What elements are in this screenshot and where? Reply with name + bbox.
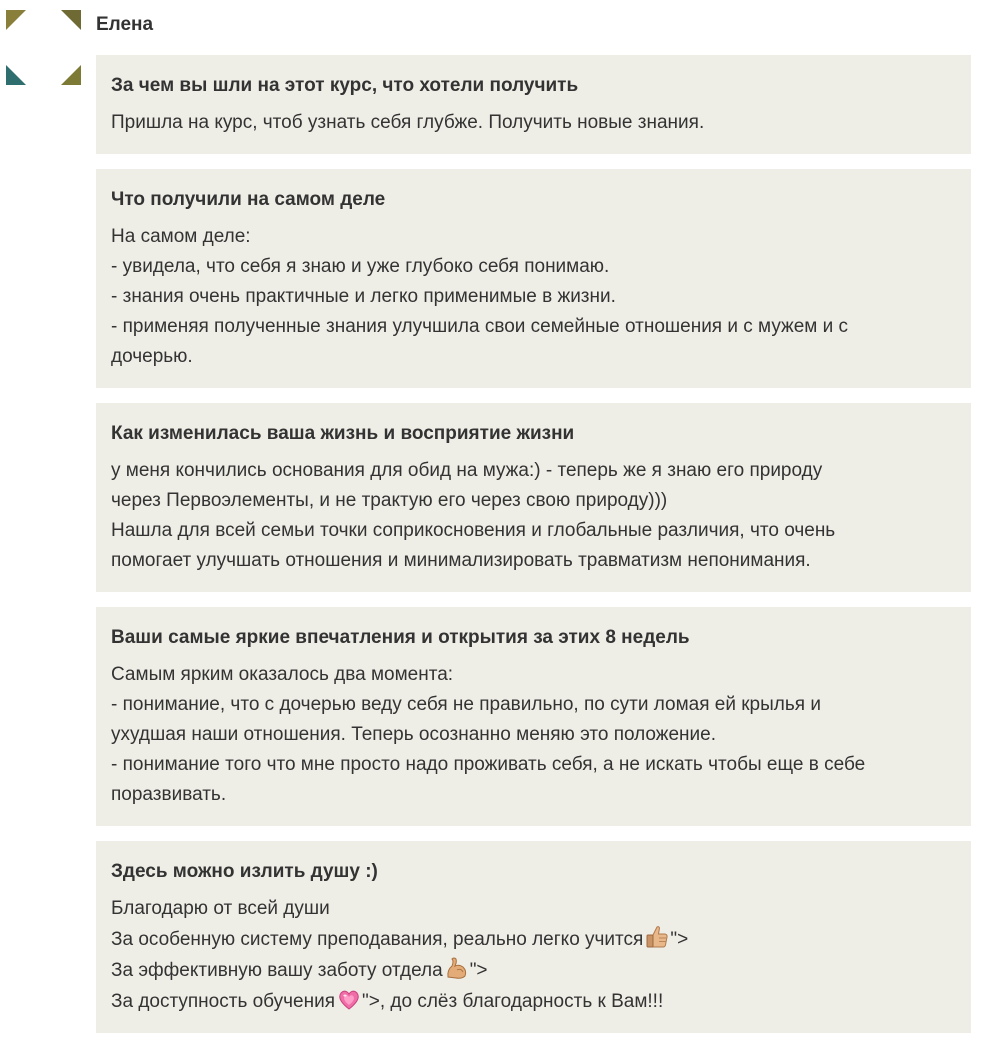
block-title: Здесь можно излить душу :)	[111, 861, 378, 882]
block-body	[111, 894, 956, 1017]
body-line: помогает улучшать отношения и минимализировать травматизм непонимания.	[111, 550, 811, 571]
body-line-suffix: ">	[670, 929, 689, 950]
author-name[interactable]: Елена	[96, 14, 154, 35]
body-line-suffix: ">	[469, 960, 488, 981]
body-line: поразвивать.	[111, 784, 227, 805]
body-line-suffix: ">, до слёз благодарность к Вам!!!	[362, 991, 664, 1012]
body-line	[111, 924, 956, 955]
block-body	[111, 108, 956, 138]
body-line: На самом деле:	[111, 226, 251, 247]
block-title: Как изменилась ваша жизнь и восприятие жизни	[111, 423, 575, 444]
body-line: ухудшая наши отношения. Теперь осознанно меняю это положение.	[111, 724, 717, 745]
body-line: - применяя полученные знания улучшила свои семейные отношения и с мужем и с	[111, 316, 849, 337]
body-line-text: Благодарю от всей души	[111, 898, 330, 919]
body-line	[111, 955, 956, 986]
body-line-text: За эффективную вашу заботу отдела	[111, 960, 443, 981]
review-blocks	[96, 55, 971, 1048]
body-line: Самым ярким оказалось два момента:	[111, 664, 454, 685]
block-body	[111, 660, 956, 810]
body-line	[111, 894, 956, 924]
avatar[interactable]	[6, 10, 81, 85]
review-block	[96, 607, 971, 826]
body-line-text: За особенную систему преподавания, реально легко учится	[111, 929, 644, 950]
growing-heart-icon	[336, 986, 362, 1012]
review-block	[96, 403, 971, 592]
review-block	[96, 55, 971, 154]
block-body	[111, 456, 956, 576]
flexed-biceps-icon	[444, 955, 470, 981]
body-line: через Первоэлементы, и не трактую его через свою природу)))	[111, 490, 668, 511]
body-line: у меня кончились основания для обид на мужа:) - теперь же я знаю его природу	[111, 460, 823, 481]
review-block	[96, 841, 971, 1033]
body-line: - понимание, что с дочерью веду себя не правильно, по сути ломая ей крылья и	[111, 694, 821, 715]
block-body	[111, 222, 956, 372]
body-line: - знания очень практичные и легко применимые в жизни.	[111, 286, 616, 307]
body-line: Пришла на курс, чтоб узнать себя глубже. Получить новые знания.	[111, 112, 705, 133]
block-title: Ваши самые яркие впечатления и открытия за этих 8 недель	[111, 627, 690, 648]
body-line: Нашла для всей семьи точки соприкосновения и глобальные различия, что очень	[111, 520, 836, 541]
body-line-text: За доступность обучения	[111, 991, 336, 1012]
review-block	[96, 169, 971, 388]
block-title: Что получили на самом деле	[111, 189, 386, 210]
body-line: дочерью.	[111, 346, 193, 367]
body-line	[111, 986, 956, 1017]
thumbs-up-icon	[644, 924, 670, 950]
body-line: - увидела, что себя я знаю и уже глубоко себя понимаю.	[111, 256, 610, 277]
block-title: За чем вы шли на этот курс, что хотели получить	[111, 75, 579, 96]
body-line: - понимание того что мне просто надо проживать себя, а не искать чтобы еще в себе	[111, 754, 866, 775]
